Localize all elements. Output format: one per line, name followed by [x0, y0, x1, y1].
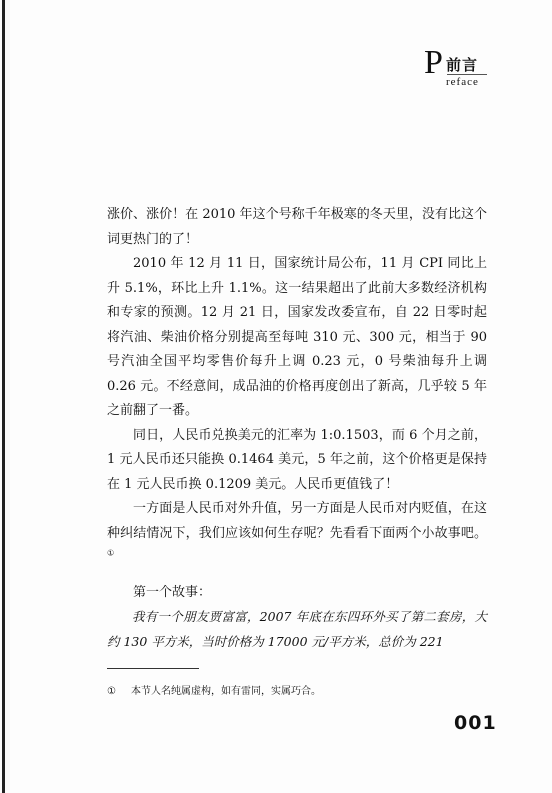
footnote-rule: [107, 668, 199, 669]
paragraph-2: 2010 年 12 月 11 日，国家统计局公布，11 月 CPI 同比上升 5.1%，环比上升 1.1%。这一结果超出了此前大多数经济机构和专家的预测。12 月 21 日，国家发改委宣布，自 22 日零时起将汽油、柴油价格分别提高至每吨 310 元、300 元，相当于 90 号汽油全国平均零售价每升上调 0.23 元，0 号柴油每升上调 0.26 元。不经意间，成品油的价格再度创出了新高，几乎较 5 年之前翻了一番。: [107, 256, 487, 418]
paragraph-4-text: 一方面是人民币对外升值，另一方面是人民币对内贬值，在这种纠结情况下，我们应该如何生存呢？先看看下面两个小故事吧。: [107, 501, 487, 541]
header-title: 前言: [446, 56, 479, 74]
story-text: 我有一个朋友贾富富，2007 年底在东四环外买了第二套房，大约 130 平方米，当时价格为 17000 元/平方米，总价为 221: [107, 609, 487, 649]
story-heading: 第一个故事：: [133, 584, 212, 600]
header-rule: [447, 74, 487, 75]
page-number: 001: [454, 712, 497, 734]
footnote-reference: ①: [107, 548, 115, 558]
footnote: [107, 682, 321, 697]
footnote-text: 本节人名纯属虚构，如有雷同，实属巧合。: [131, 686, 321, 697]
header-big-letter: P: [424, 44, 443, 81]
paragraph-3: 同日，人民币兑换美元的汇率为 1:0.1503，而 6 个月之前，1 元人民币还只能换 0.1464 美元，5 年之前，这个价格更是保持在 1 元人民币换 0.1209 美元。人民币更值钱了！: [107, 427, 487, 492]
preface-header: [424, 46, 504, 96]
paragraph-1: 涨价、涨价！在 2010 年这个号称千年极寒的冬天里，没有比这个词更热门的了！: [107, 207, 487, 247]
page-spine-edge: [2, 0, 5, 793]
header-subtitle: reface: [446, 76, 479, 88]
body-text: [107, 203, 487, 654]
paragraph-4: [107, 497, 487, 571]
footnote-mark: ①: [107, 686, 116, 697]
